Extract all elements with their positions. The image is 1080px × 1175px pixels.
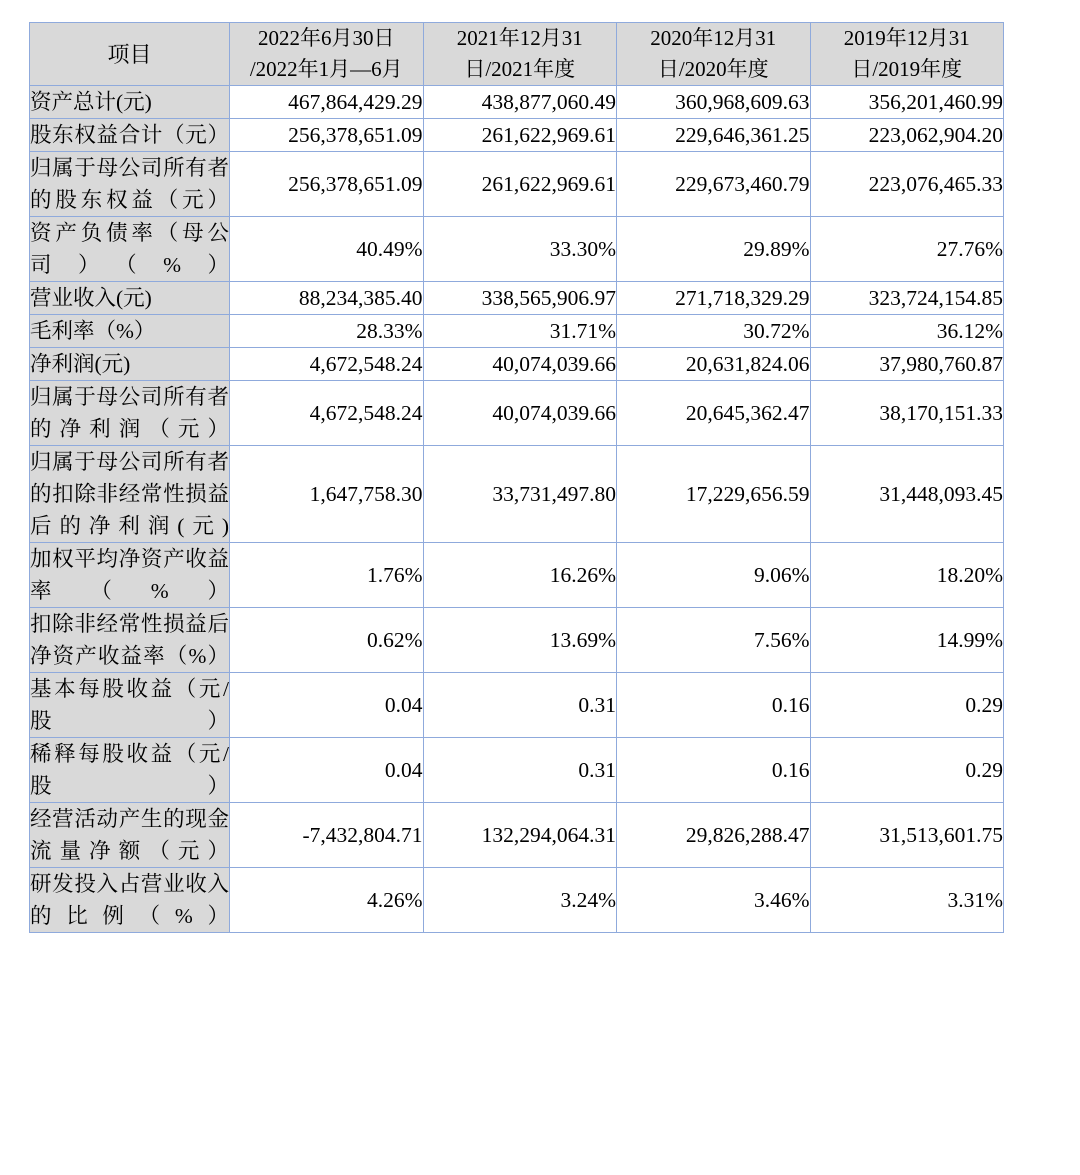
table-cell-value: 223,062,904.20 [810,119,1004,152]
table-header [30,23,1004,86]
table-cell-value: 356,201,460.99 [810,86,1004,119]
row-label: 归属于母公司所有者的股东权益（元） [30,152,230,217]
table-cell-value: 16.26% [423,543,617,608]
table-cell-value: 27.76% [810,217,1004,282]
table-cell-value: 0.04 [230,673,424,738]
table-row [30,608,1004,673]
table-cell-value: 261,622,969.61 [423,119,617,152]
table-cell-value: 31,448,093.45 [810,446,1004,543]
table-cell-value: 33,731,497.80 [423,446,617,543]
table-cell-value: 20,631,824.06 [617,348,811,381]
table-cell-value: 3.31% [810,868,1004,933]
row-label: 加权平均净资产收益率（%） [30,543,230,608]
table-cell-value: 31,513,601.75 [810,803,1004,868]
table-cell-value: 132,294,064.31 [423,803,617,868]
table-cell-value: 36.12% [810,315,1004,348]
table-row [30,803,1004,868]
row-label: 经营活动产生的现金流量净额（元） [30,803,230,868]
table-cell-value: 9.06% [617,543,811,608]
table-cell-value: 256,378,651.09 [230,119,424,152]
row-label: 资产总计(元) [30,86,230,119]
table-cell-value: 29,826,288.47 [617,803,811,868]
table-cell-value: 4,672,548.24 [230,381,424,446]
table-cell-value: 256,378,651.09 [230,152,424,217]
row-label: 毛利率（%） [30,315,230,348]
table-cell-value: 229,646,361.25 [617,119,811,152]
table-cell-value: -7,432,804.71 [230,803,424,868]
table-cell-value: 0.31 [423,738,617,803]
column-header-period-3 [617,23,811,86]
table-cell-value: 37,980,760.87 [810,348,1004,381]
row-label: 稀释每股收益（元/股） [30,738,230,803]
row-label: 营业收入(元) [30,282,230,315]
table-cell-value: 33.30% [423,217,617,282]
financial-summary-table-container [29,22,1003,933]
table-cell-value: 28.33% [230,315,424,348]
header-row [30,23,1004,86]
column-header-period-2 [423,23,617,86]
table-row [30,119,1004,152]
header-line: /2022年1月—6月 [249,57,403,81]
table-cell-value: 1,647,758.30 [230,446,424,543]
row-label: 归属于母公司所有者的净利润（元） [30,381,230,446]
table-cell-value: 0.31 [423,673,617,738]
row-label: 研发投入占营业收入的比例（%） [30,868,230,933]
table-cell-value: 0.29 [810,738,1004,803]
table-cell-value: 0.16 [617,673,811,738]
financial-summary-table [29,22,1004,933]
table-row [30,446,1004,543]
table-cell-value: 0.16 [617,738,811,803]
table-cell-value: 7.56% [617,608,811,673]
table-cell-value: 4.26% [230,868,424,933]
row-label: 归属于母公司所有者的扣除非经常性损益后的净利润(元) [30,446,230,543]
table-cell-value: 40,074,039.66 [423,381,617,446]
table-cell-value: 3.24% [423,868,617,933]
table-cell-value: 30.72% [617,315,811,348]
column-header-period-4 [810,23,1004,86]
column-header-item [30,23,230,86]
table-cell-value: 0.62% [230,608,424,673]
table-cell-value: 338,565,906.97 [423,282,617,315]
header-line: 2020年12月31 [650,26,777,50]
table-cell-value: 360,968,609.63 [617,86,811,119]
table-row [30,543,1004,608]
table-row [30,348,1004,381]
header-line: 日/2021年度 [464,57,576,81]
table-row [30,868,1004,933]
header-line: 日/2020年度 [657,57,769,81]
header-line: 2022年6月30日 [258,26,395,50]
table-row [30,152,1004,217]
table-cell-value: 1.76% [230,543,424,608]
table-cell-value: 3.46% [617,868,811,933]
table-cell-value: 40,074,039.66 [423,348,617,381]
row-label: 净利润(元) [30,348,230,381]
table-row [30,738,1004,803]
table-row [30,315,1004,348]
table-row [30,673,1004,738]
table-cell-value: 0.04 [230,738,424,803]
row-label: 扣除非经常性损益后净资产收益率（%） [30,608,230,673]
table-cell-value: 88,234,385.40 [230,282,424,315]
table-cell-value: 18.20% [810,543,1004,608]
table-cell-value: 31.71% [423,315,617,348]
table-body [30,86,1004,933]
header-line: 2019年12月31 [843,26,970,50]
table-cell-value: 0.29 [810,673,1004,738]
table-cell-value: 229,673,460.79 [617,152,811,217]
table-cell-value: 261,622,969.61 [423,152,617,217]
table-cell-value: 4,672,548.24 [230,348,424,381]
table-cell-value: 323,724,154.85 [810,282,1004,315]
table-row [30,86,1004,119]
table-cell-value: 29.89% [617,217,811,282]
header-line: 日/2019年度 [851,57,963,81]
table-cell-value: 271,718,329.29 [617,282,811,315]
header-line: 项目 [107,41,152,67]
table-row [30,282,1004,315]
table-cell-value: 467,864,429.29 [230,86,424,119]
table-row [30,217,1004,282]
table-cell-value: 223,076,465.33 [810,152,1004,217]
table-cell-value: 40.49% [230,217,424,282]
row-label: 资产负债率（母公司）（%） [30,217,230,282]
table-cell-value: 17,229,656.59 [617,446,811,543]
row-label: 股东权益合计（元） [30,119,230,152]
table-cell-value: 20,645,362.47 [617,381,811,446]
table-cell-value: 38,170,151.33 [810,381,1004,446]
table-cell-value: 438,877,060.49 [423,86,617,119]
table-cell-value: 14.99% [810,608,1004,673]
row-label: 基本每股收益（元/股） [30,673,230,738]
column-header-period-1 [230,23,424,86]
table-cell-value: 13.69% [423,608,617,673]
table-row [30,381,1004,446]
header-line: 2021年12月31 [456,26,583,50]
